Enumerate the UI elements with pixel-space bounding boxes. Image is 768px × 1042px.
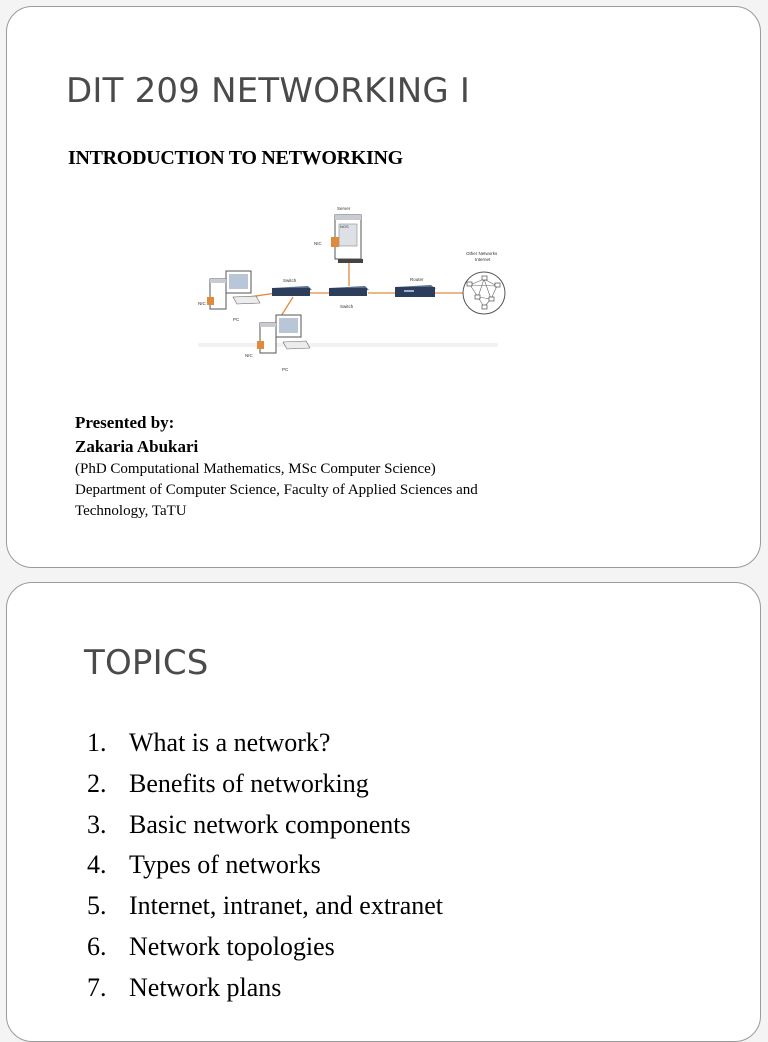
presented-by-label: Presented by:	[75, 413, 175, 432]
list-number: 5.	[87, 891, 107, 921]
network-diagram	[188, 193, 508, 373]
list-text: What is a network?	[129, 728, 331, 757]
switch-icon	[329, 286, 369, 309]
presenter-credentials: (PhD Computational Mathematics, MSc Computer Science)	[75, 461, 436, 477]
list-number: 2.	[87, 768, 107, 798]
slide-title: DIT 209 NETWORKING I	[66, 71, 471, 111]
list-item	[87, 886, 443, 927]
cloud-label-other-networks: Other Networks	[466, 251, 498, 256]
list-item	[87, 805, 443, 846]
presenter-name: Zakaria Abukari	[75, 437, 199, 456]
list-text: Benefits of networking	[129, 768, 369, 798]
server-icon	[314, 206, 363, 263]
topic-list	[87, 723, 443, 1009]
list-number: 3.	[87, 809, 107, 839]
presenter-department: Department of Computer Science, Faculty of Applied Sciences and	[75, 482, 478, 498]
pc-label: PC	[282, 367, 289, 372]
list-item	[87, 723, 443, 764]
list-text: Network topologies	[129, 931, 335, 961]
list-item	[87, 968, 443, 1009]
list-text: Basic network components	[129, 809, 411, 839]
list-number: 1.	[87, 728, 107, 757]
list-number: 6.	[87, 931, 107, 961]
presenter-info	[75, 413, 478, 522]
list-item	[87, 764, 443, 805]
cloud-label-internet: Internet	[475, 257, 491, 262]
list-text: Internet, intranet, and extranet	[129, 891, 444, 921]
internet-globe-icon	[463, 251, 505, 314]
list-item	[87, 845, 443, 886]
list-number: 4.	[87, 850, 107, 880]
server-nos-label: NOS	[340, 224, 349, 229]
slide-subtitle: INTRODUCTION TO NETWORKING	[68, 147, 403, 169]
list-text: Network plans	[129, 972, 282, 1002]
switch-label: Switch	[283, 278, 297, 283]
list-text: Types of networks	[129, 850, 321, 880]
router-icon	[395, 277, 436, 297]
pc-nic-label: NIC	[245, 353, 253, 358]
router-label: Router	[410, 277, 424, 282]
switch-label: Switch	[340, 304, 354, 309]
pc-label: PC	[233, 317, 240, 322]
diagram-shadow	[198, 343, 498, 347]
list-item	[87, 927, 443, 968]
presenter-department-cont: Technology, TaTU	[75, 503, 187, 519]
pc-nic-label: NIC	[198, 301, 206, 306]
topics-slide	[6, 582, 761, 1042]
list-number: 7.	[87, 972, 107, 1002]
switch-icon	[272, 278, 312, 296]
server-label: Server	[337, 206, 351, 211]
server-nic-label: NIC	[314, 241, 322, 246]
title-slide	[6, 6, 761, 568]
slide-title: TOPICS	[84, 643, 209, 683]
pc-icon	[198, 271, 260, 322]
